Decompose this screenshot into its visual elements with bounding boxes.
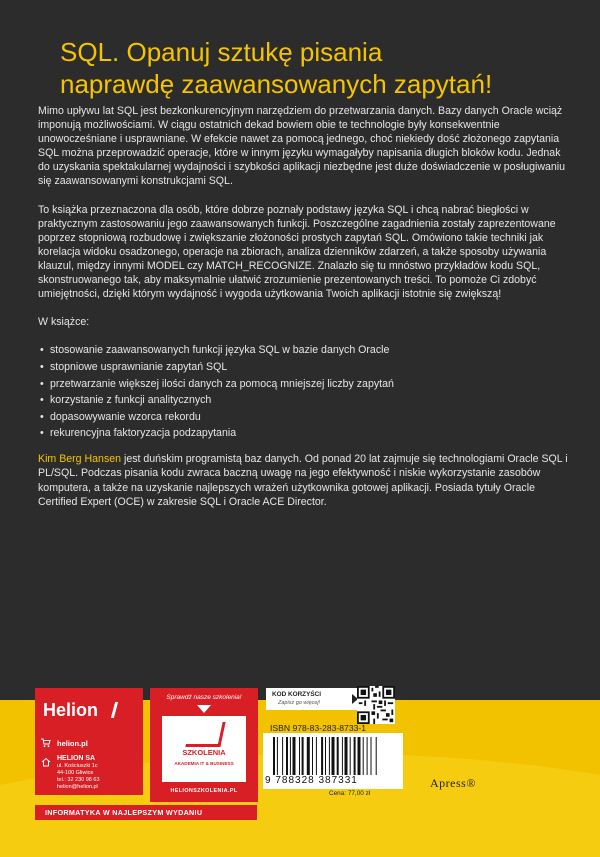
arrow-down-icon xyxy=(197,705,211,713)
training-url: HELIONSZKOLENIA.PL xyxy=(170,788,238,794)
training-badge xyxy=(162,716,246,782)
address-line-1: ul. Kościuszki 1c xyxy=(57,763,98,769)
list-item: • stopniowe usprawnianie zapytań SQL xyxy=(38,360,572,374)
barcode-number: 9 788328 387331 xyxy=(265,775,358,786)
author-bio-text: jest duńskim programistą baz danych. Od ponad 20 lat zajmuje się technologiami Oracle SQL i PL/SQL. Podczas pisania kodu zwraca baczną uwagę na jego efektywność i niskie wykorzystanie zasobów komputera, a także na uzyskanie najlepszych wrażeń użytkownika gotowej aplikacji. Posiada tytuły Oracle Certified Expert (OCE) w zakresie SQL i Oracle ACE Director. xyxy=(38,453,568,508)
address-line-2: 44-100 Gliwice xyxy=(57,770,94,776)
helion-logo xyxy=(43,700,135,722)
cover-title xyxy=(60,36,560,100)
audience-paragraph: To książka przeznaczona dla osób, które dobrze poznały podstawy języka SQL i chcą nabrać biegłości w praktycznym zastosowaniu jego zaawansowanych funkcji. Poszczególne zagadnienia zostały zaprezentowane poprzez stopniową rozbudowę i zwiększanie złożoności prostych zapytań SQL. Omówiono takie techniki jak korelacja widoku osadzonego, operacje na zbiorach, analiza dzienników zdarzeń, a także sposoby używania klauzul, między innymi MODEL czy MATCH_RECOGNIZE. Znalazło się tu mnóstwo przykładów kodu SQL, skonstruowanego tak, aby maksymalnie ułatwić zrozumienie prezentowanych treści. To pomoże Ci zdobyć umiejętności, dzięki którym wydajność i wygoda użytkowania Twoich aplikacji istotnie się zwiększą! xyxy=(38,203,556,301)
list-item: • stosowanie zaawansowanych funkcji języka SQL w bazie danych Oracle xyxy=(38,343,572,357)
cart-icon xyxy=(41,738,51,748)
barcode xyxy=(273,737,399,775)
description xyxy=(38,104,572,523)
slogan-bar: INFORMATYKA W NAJLEPSZYM WYDANIU xyxy=(35,805,257,820)
home-icon xyxy=(41,757,51,767)
training-subtitle: AKADEMIA IT & BUSINESS xyxy=(174,761,234,766)
feature-list xyxy=(38,343,572,440)
list-item: • rekurencyjna faktoryzacja podzapytania xyxy=(38,426,572,440)
barcode-box xyxy=(263,733,403,789)
training-logo-icon xyxy=(185,722,225,747)
promo-code-label xyxy=(266,688,358,710)
author-name: Kim Berg Hansen xyxy=(38,453,122,466)
training-name: SZKOLENIA xyxy=(182,748,226,757)
qr-code xyxy=(357,686,395,724)
training-top-text: Sprawdź nasze szkolenia! xyxy=(166,694,242,701)
list-item: • dopasowywanie wzorca rekordu xyxy=(38,410,572,424)
helion-card xyxy=(35,688,143,795)
apress-logo: Apress® xyxy=(430,776,476,790)
address-row xyxy=(41,755,100,791)
helion-logo-text: Helion xyxy=(43,700,99,720)
author-bio xyxy=(38,452,572,508)
website-text: helion.pl xyxy=(57,739,88,748)
isbn: ISBN 978-83-283-8733-1 xyxy=(270,723,367,733)
phone: tel.: 32 230 98 63 xyxy=(57,777,100,783)
intro-paragraph: Mimo upływu lat SQL jest bezkonkurencyjnym narzędziem do przetwarzania danych. Bazy danych Oracle wciąż imponują możliwościami. W ciągu ostatnich dekad bowiem obie te technologie były konsekwentnie unowocześniane i usprawniane. W efekcie nawet za pomocą jednego, choć niekiedy dość złożonego zapytania SQL można przeprowadzić operacje, które w innym języku wymagałyby napisania długich bloków kodu. Jednak do uzyskania spektakularnej wydajności i szybkości aplikacji niezbędne jest duże doświadczenie w posługiwaniu się zaawansowanymi konstrukcjami SQL. xyxy=(38,105,566,188)
title-line-1: SQL. Opanuj sztukę pisania xyxy=(60,37,383,67)
price: Cena: 77,00 zł xyxy=(329,790,371,797)
list-item: • przetwarzanie większej ilości danych za pomocą mniejszej liczby zapytań xyxy=(38,377,572,391)
list-intro: W książce: xyxy=(38,316,90,329)
promo-title: KOD KORZYŚCI xyxy=(272,691,321,698)
helion-mark-icon xyxy=(99,702,118,718)
email: helion@helion.pl xyxy=(57,784,98,790)
company-name: HELION SA xyxy=(57,755,96,762)
list-item: • korzystanie z funkcji analitycznych xyxy=(38,393,572,407)
training-card xyxy=(150,688,258,802)
website-row xyxy=(41,738,88,748)
promo-subtitle: Zapisz go więcej! xyxy=(278,700,321,706)
title-line-2: naprawdę zaawansowanych zapytań! xyxy=(60,69,493,99)
